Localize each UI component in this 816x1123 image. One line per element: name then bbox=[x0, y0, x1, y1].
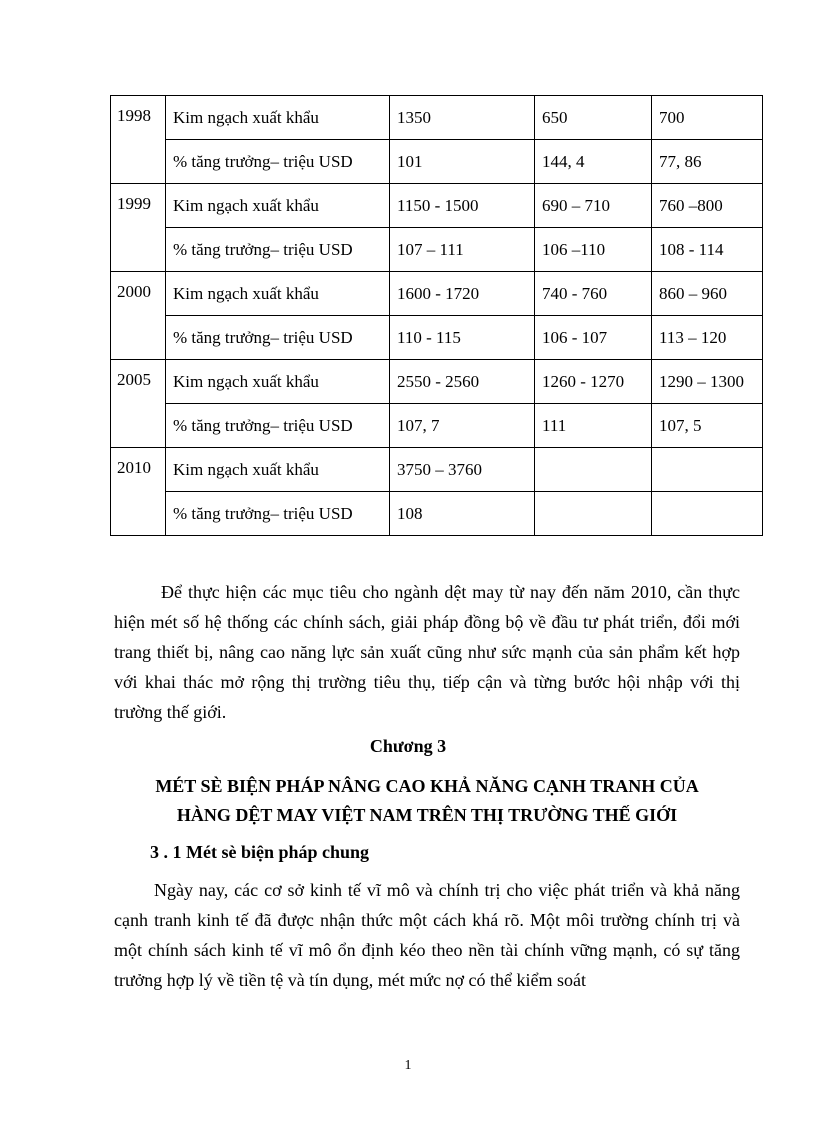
table-cell: 144, 4 bbox=[535, 140, 652, 184]
table-cell bbox=[535, 492, 652, 536]
table-cell: 77, 86 bbox=[652, 140, 763, 184]
year-cell: 2010 bbox=[111, 448, 166, 536]
table-cell: 760 –800 bbox=[652, 184, 763, 228]
year-cell: 1998 bbox=[111, 96, 166, 184]
heading-line-1: MÉT SÈ BIỆN PHÁP NÂNG CAO KHẢ NĂNG CẠNH TRANH CỦA bbox=[155, 776, 699, 796]
table-cell: Kim ngạch xuất khẩu bbox=[166, 184, 390, 228]
table-cell: 110 - 115 bbox=[390, 316, 535, 360]
table-cell: 108 - 114 bbox=[652, 228, 763, 272]
table-cell: Kim ngạch xuất khẩu bbox=[166, 448, 390, 492]
table-cell: 111 bbox=[535, 404, 652, 448]
table-cell: % tăng trưởng– triệu USD bbox=[166, 492, 390, 536]
table-cell bbox=[652, 448, 763, 492]
heading-line-2: HÀNG DỆT MAY VIỆT NAM TRÊN THỊ TRƯỜNG THẾ GIỚI bbox=[176, 805, 678, 825]
table-row bbox=[111, 492, 763, 536]
chapter-heading bbox=[114, 772, 740, 830]
table-cell bbox=[535, 448, 652, 492]
body-paragraph: Ngày nay, các cơ sở kinh tế vĩ mô và chính trị cho việc phát triển và khả năng cạnh tranh kinh tế đã được nhận thức một cách khá rõ. Một môi trường chính trị và một chính sách kinh tế vĩ mô ổn định kéo theo nền tài chính vững mạnh, có sự tăng trưởng hợp lý về tiền tệ và tín dụng, mét mức nợ có thể kiểm soát bbox=[114, 880, 740, 990]
section-title: 3 . 1 Mét sè biện pháp chung bbox=[150, 842, 370, 862]
table-row bbox=[111, 272, 763, 316]
table-cell bbox=[652, 492, 763, 536]
table-cell: Kim ngạch xuất khẩu bbox=[166, 272, 390, 316]
table-row bbox=[111, 184, 763, 228]
table-row bbox=[111, 228, 763, 272]
table-cell: 107, 7 bbox=[390, 404, 535, 448]
table-cell: 700 bbox=[652, 96, 763, 140]
table-cell: 106 - 107 bbox=[535, 316, 652, 360]
table-cell: Kim ngạch xuất khẩu bbox=[166, 96, 390, 140]
table-cell: 1260 - 1270 bbox=[535, 360, 652, 404]
table-cell: % tăng trưởng– triệu USD bbox=[166, 140, 390, 184]
table-cell: 740 - 760 bbox=[535, 272, 652, 316]
chapter-title: Chương 3 bbox=[369, 736, 447, 756]
table-row bbox=[111, 404, 763, 448]
table-cell: % tăng trưởng– triệu USD bbox=[166, 316, 390, 360]
intro-paragraph: Để thực hiện các mục tiêu cho ngành dệt may từ nay đến năm 2010, cần thực hiện mét số hệ thống các chính sách, giải pháp đồng bộ về đầu tư phát triển, đổi mới trang thiết bị, nâng cao năng lực sản xuất cũng như sức mạnh của sản phẩm kết hợp với khai thác mở rộng thị trường tiêu thụ, tiếp cận và từng bước hội nhập với thị trường thế giới. bbox=[114, 582, 740, 722]
export-table bbox=[110, 95, 763, 536]
table-row bbox=[111, 448, 763, 492]
table-cell: 2550 - 2560 bbox=[390, 360, 535, 404]
table-row bbox=[111, 96, 763, 140]
table-cell: 1290 – 1300 bbox=[652, 360, 763, 404]
table-cell: 108 bbox=[390, 492, 535, 536]
table-cell: 106 –110 bbox=[535, 228, 652, 272]
page-number: 1 bbox=[404, 1058, 412, 1073]
table-cell: % tăng trưởng– triệu USD bbox=[166, 228, 390, 272]
table-cell: 1600 - 1720 bbox=[390, 272, 535, 316]
table-cell: 650 bbox=[535, 96, 652, 140]
table-cell: 3750 – 3760 bbox=[390, 448, 535, 492]
table-cell: 107 – 111 bbox=[390, 228, 535, 272]
table-cell: 113 – 120 bbox=[652, 316, 763, 360]
table-cell: 1150 - 1500 bbox=[390, 184, 535, 228]
table-row bbox=[111, 140, 763, 184]
year-cell: 2005 bbox=[111, 360, 166, 448]
table-cell: 1350 bbox=[390, 96, 535, 140]
table-cell: 690 – 710 bbox=[535, 184, 652, 228]
table-row bbox=[111, 316, 763, 360]
table-cell: 107, 5 bbox=[652, 404, 763, 448]
year-cell: 2000 bbox=[111, 272, 166, 360]
table-cell: 101 bbox=[390, 140, 535, 184]
table-cell: % tăng trưởng– triệu USD bbox=[166, 404, 390, 448]
table-row bbox=[111, 360, 763, 404]
table-cell: 860 – 960 bbox=[652, 272, 763, 316]
table-cell: Kim ngạch xuất khẩu bbox=[166, 360, 390, 404]
year-cell: 1999 bbox=[111, 184, 166, 272]
